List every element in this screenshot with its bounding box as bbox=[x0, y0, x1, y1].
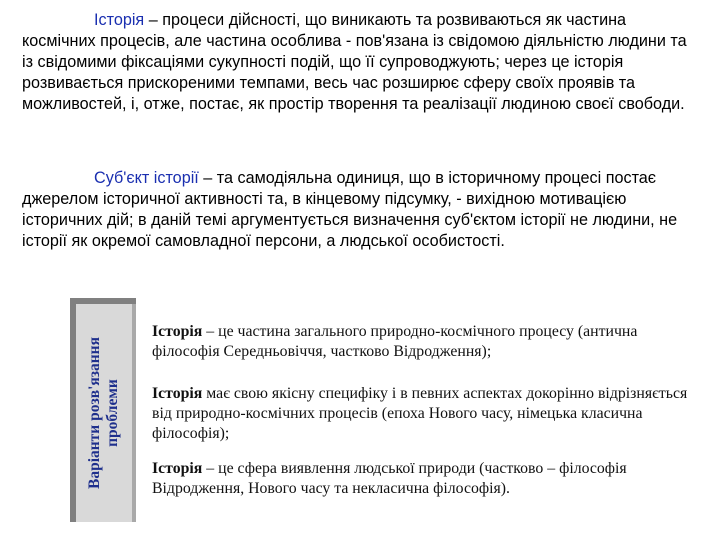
subject-of-history-paragraph bbox=[22, 168, 698, 252]
variant-text: – це частина загального природно-космічного процесу (антична філософія Середньовіччя, частково Відродження); bbox=[152, 323, 638, 360]
history-term: Історія bbox=[94, 11, 145, 29]
variant-term: Історія bbox=[152, 323, 203, 340]
variant-item bbox=[152, 459, 692, 499]
variant-item bbox=[152, 322, 692, 362]
variant-item bbox=[152, 384, 692, 444]
variant-term: Історія bbox=[152, 385, 203, 402]
history-definition-paragraph bbox=[22, 10, 698, 115]
subject-of-history-text: – та самодіяльна одиниця, що в історичному процесі постає джерелом історичної активності та, в кінцевому підсумку, - вихідною мотивацією історичних дій; в даній темі аргументується визначення суб'єктом історії не людини, не історії як окремої самовладної персони, а людської особистості. bbox=[22, 169, 678, 250]
variant-text: – це сфера виявлення людської природи (частково – філософія Відродження, Нового часу та некласична філософія). bbox=[152, 460, 627, 497]
history-definition-text: – процеси дійсності, що виникають та розвиваються як частина космічних процесів, але частина особлива - пов'язана із свідомою діяльністю людини та із свідомими фіксаціями сукупності подій, що її супроводжують; через це історія розвивається прискореними темпами, весь час розширює сферу своїх проявів та можливостей, і, отже, постає, як простір творення та реалізації людиною своєї свободи. bbox=[22, 11, 687, 113]
variants-banner bbox=[76, 304, 136, 522]
subject-of-history-term: Суб'єкт історії bbox=[94, 169, 199, 187]
variants-banner-label: Варіанти розв'язання проблеми bbox=[86, 337, 121, 490]
variant-text: має свою якісну специфіку і в певних аспектах докорінно відрізняється від природно-космічних процесів (епоха Нового часу, німецька класична філософія); bbox=[152, 385, 688, 442]
variant-term: Історія bbox=[152, 460, 203, 477]
